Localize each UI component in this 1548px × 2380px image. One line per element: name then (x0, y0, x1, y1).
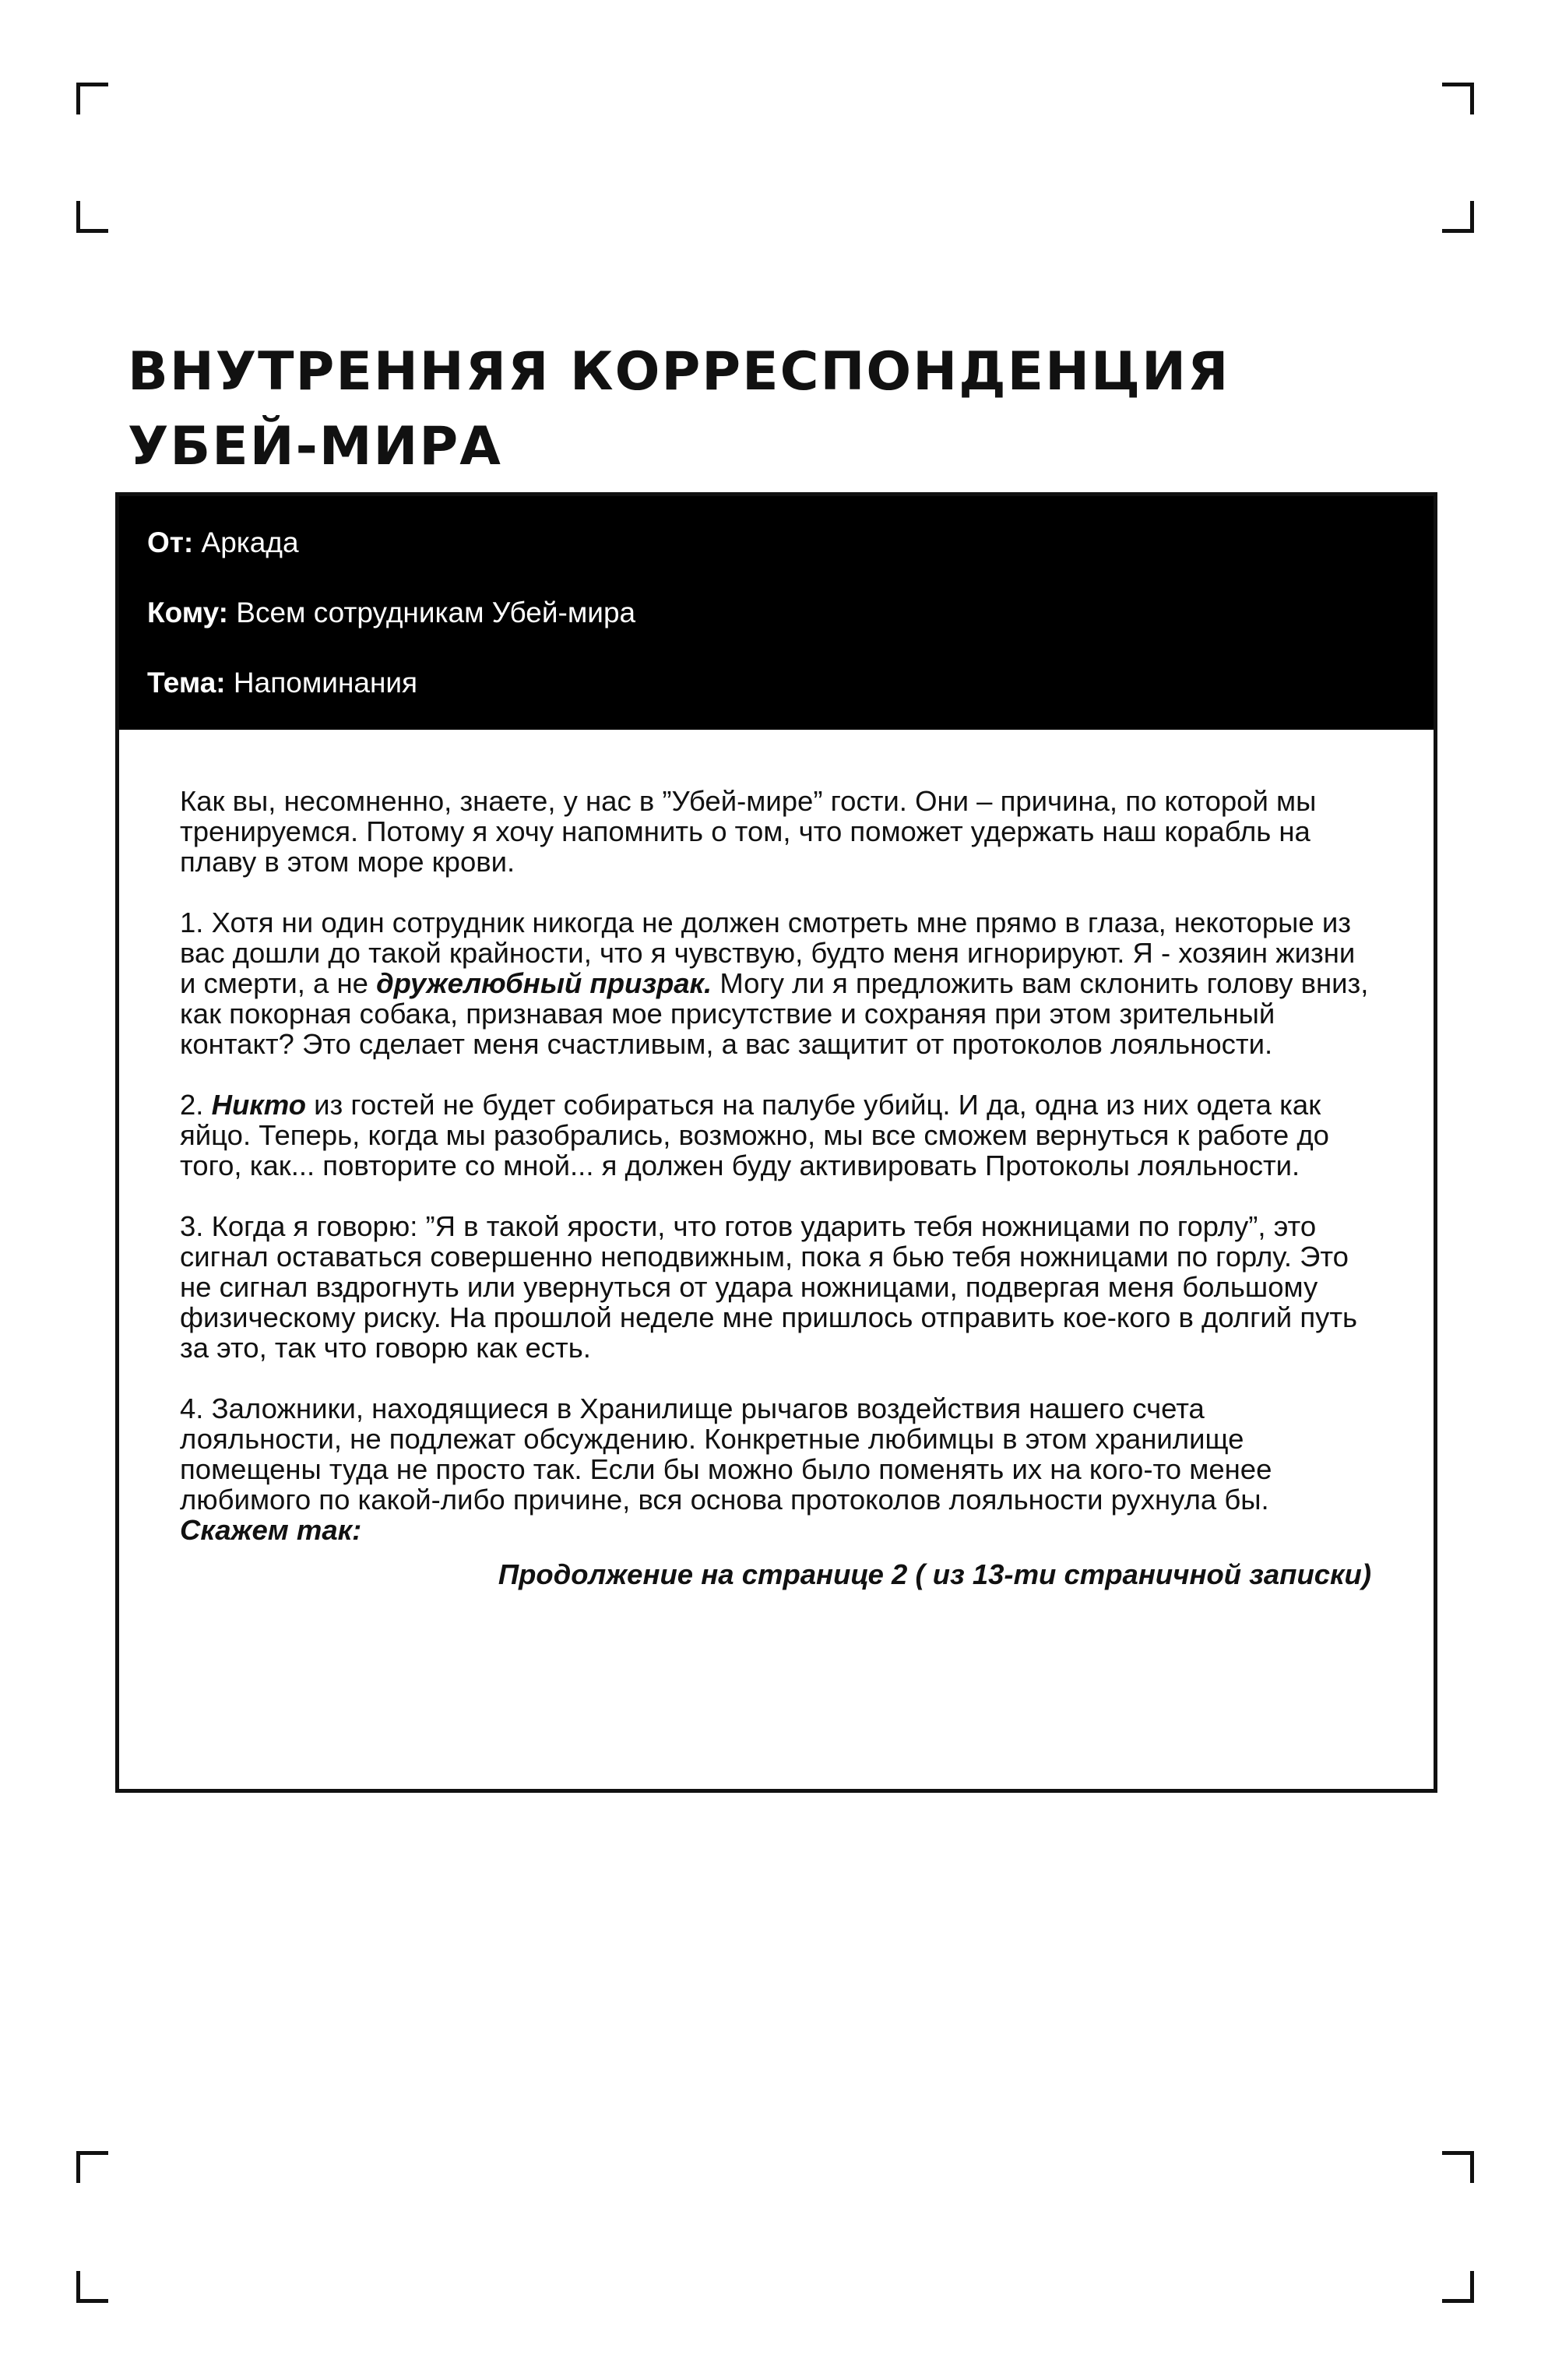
reminder-2-text-end: из гостей не будет собираться на палубе убийц. И да, одна из них одета как яйцо. Теперь, когда мы разобрались, возможно, мы все сможем вернуться к работе до того, как... повторите со мной... я должен буду активировать Протоколы лояльности. (180, 1089, 1329, 1181)
page-title (128, 335, 1451, 484)
reminder-1-text-end: Могу ли я предложить вам склонить голову вниз, как покорная собака, признавая мое присутствие и сохраняя при этом зрительный контакт? Это сделает меня счастливым, а вас защитит от протоколов лояльности. (180, 967, 1369, 1060)
reminder-4-emphasis: Скажем так: (180, 1514, 362, 1546)
subject-label: Тема: (147, 667, 226, 699)
crop-mark-bottom-left-lower (76, 2271, 108, 2303)
reminder-2-text-start: 2. (180, 1089, 212, 1121)
crop-mark-top-right-upper (1442, 83, 1474, 114)
continuation-note: Продолжение на странице 2 ( из 13-ти страничной записки) (498, 1558, 1371, 1590)
crop-mark-bottom-right-upper (1442, 2151, 1474, 2183)
subject-value: Напоминания (233, 667, 418, 699)
crop-mark-top-left-upper (76, 83, 108, 114)
reminder-4-paragraph (180, 1393, 1371, 1545)
to-row (147, 590, 1434, 660)
crop-mark-bottom-right-lower (1442, 2271, 1474, 2303)
reminder-2-paragraph (180, 1090, 1371, 1181)
intro-paragraph: Как вы, несомненно, знаете, у нас в ”Убей-мире” гости. Они – причина, по которой мы тренируемся. Потому я хочу напомнить о том, что поможет удержать наш корабль на плаву в этом море крови. (180, 785, 1317, 878)
crop-mark-top-right-lower (1442, 201, 1474, 233)
reminder-3-paragraph: 3. Когда я говорю: ”Я в такой ярости, что готов ударить тебя ножницами по горлу”, это сигнал оставаться совершенно неподвижным, пока я бью тебя ножницами по горлу. Это не сигнал вздрогнуть или увернуться от удара ножницами, подвергая меня большому физическому риску. На прошлой неделе мне пришлось отправить кое-кого в долгий путь за это, так что говорю как есть. (180, 1210, 1358, 1364)
page-title-line-2: УБЕЙ-МИРА (128, 416, 502, 477)
memo-header (119, 496, 1434, 730)
crop-mark-bottom-left-upper (76, 2151, 108, 2183)
from-label: От: (147, 526, 194, 558)
reminder-2-emphasis: Никто (211, 1089, 307, 1121)
memo-box (115, 492, 1437, 1793)
memo-body (119, 730, 1434, 1590)
page-title-line-1: ВНУТРЕННЯЯ КОРРЕСПОНДЕНЦИЯ (128, 341, 1230, 403)
crop-mark-top-left-lower (76, 201, 108, 233)
reminder-1-paragraph (180, 907, 1371, 1059)
from-value: Аркада (201, 526, 299, 558)
from-row (147, 519, 1434, 590)
subject-row (147, 660, 1434, 730)
reminder-1-emphasis: дружелюбный призрак. (376, 967, 712, 999)
reminder-4-text: 4. Заложники, находящиеся в Хранилище рычагов воздействия нашего счета лояльности, не подлежат обсуждению. Конкретные любимцы в этом хранилище помещены туда не просто так. Если бы можно было поменять их на кого-то менее любимого по какой-либо причине, вся основа протоколов лояльности рухнула бы. (180, 1392, 1272, 1516)
to-label: Кому: (147, 597, 228, 628)
reminder-1-text-start: 1. Хотя ни один сотрудник никогда не должен смотреть мне прямо в глаза, некоторые из вас дошли до такой крайности, что я чувствую, будто меня игнорируют. Я - хозяин жизни и смерти, а не (180, 907, 1356, 999)
to-value: Всем сотрудникам Убей-мира (236, 597, 636, 628)
